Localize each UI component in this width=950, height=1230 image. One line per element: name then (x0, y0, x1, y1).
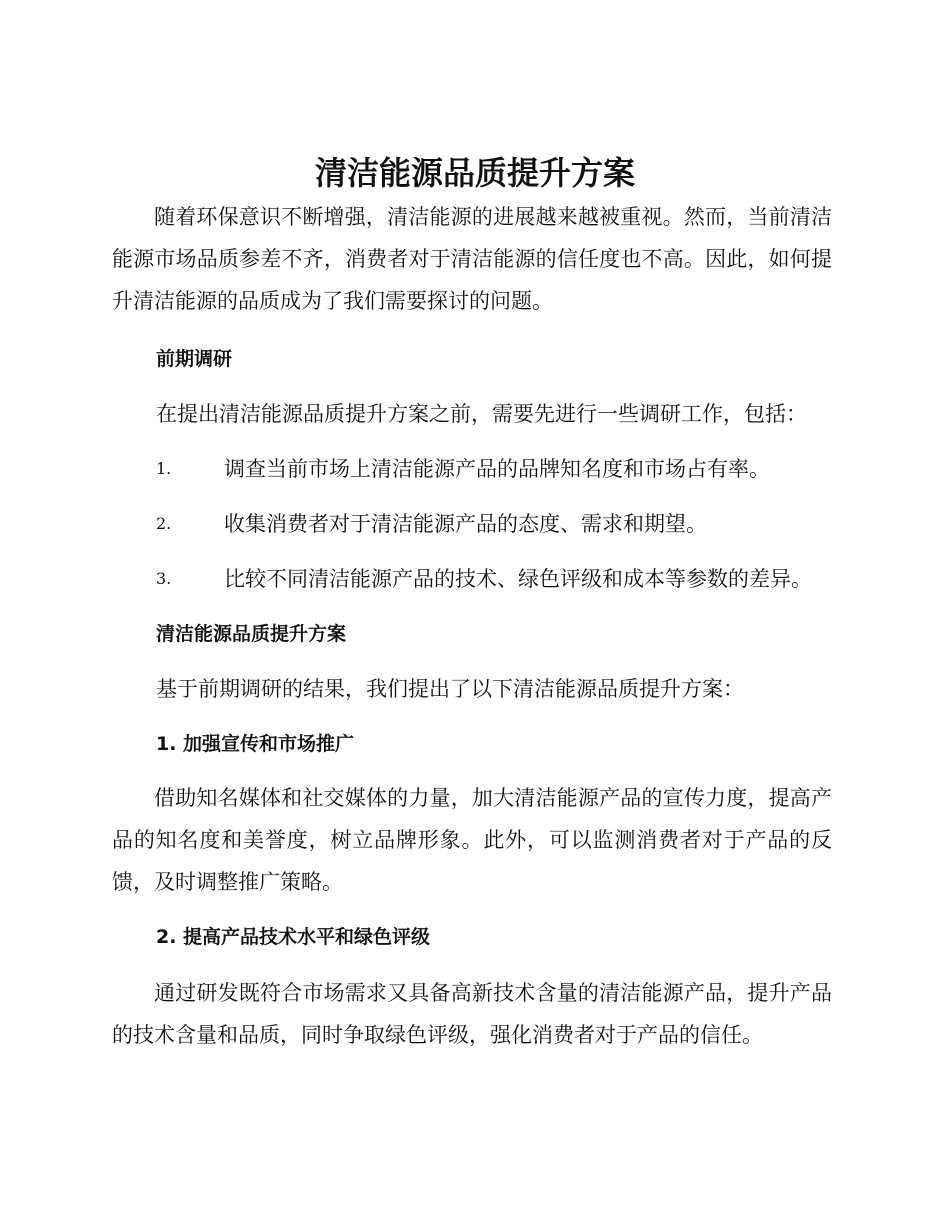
list-item (156, 454, 836, 484)
intro-paragraph: 随着环保意识不断增强，清洁能源的进展越来越被重视。然而，当前清洁能源市场品质参差不齐，消费者对于清洁能源的信任度也不高。因此，如何提升清洁能源的品质成为了我们需要探讨的问题。 (112, 205, 832, 313)
list-item-text: 比较不同清洁能源产品的技术、绿色评级和成本等参数的差异。 (224, 567, 812, 591)
list-item-number: 3. (156, 569, 172, 588)
document-title: 清洁能源品质提升方案 (314, 154, 635, 192)
subsection-body-promotion: 借助知名媒体和社交媒体的力量，加大清洁能源产品的宣传力度，提高产品的知名度和美誉度，树立品牌形象。此外，可以监测消费者对于产品的反馈，及时调整推广策略。 (112, 786, 832, 894)
subsection-heading-technology: 2. 提高产品技术水平和绿色评级 (156, 926, 431, 948)
section-heading-research: 前期调研 (156, 348, 233, 370)
subsection-body-technology: 通过研发既符合市场需求又具备高新技术含量的清洁能源产品，提升产品的技术含量和品质，同时争取绿色评级，强化消费者对于产品的信任。 (112, 981, 832, 1047)
section-heading-plan: 清洁能源品质提升方案 (156, 623, 347, 645)
subsection-heading-promotion: 1. 加强宣传和市场推广 (156, 733, 355, 755)
plan-lead-text: 基于前期调研的结果，我们提出了以下清洁能源品质提升方案： (156, 677, 744, 701)
list-item-text: 调查当前市场上清洁能源产品的品牌知名度和市场占有率。 (224, 457, 770, 481)
research-lead-text: 在提出清洁能源品质提升方案之前，需要先进行一些调研工作，包括： (156, 402, 807, 426)
list-item-number: 1. (156, 459, 172, 478)
list-item (156, 509, 836, 539)
list-item (156, 564, 836, 594)
list-item-number: 2. (156, 514, 172, 533)
list-item-text: 收集消费者对于清洁能源产品的态度、需求和期望。 (224, 512, 707, 536)
